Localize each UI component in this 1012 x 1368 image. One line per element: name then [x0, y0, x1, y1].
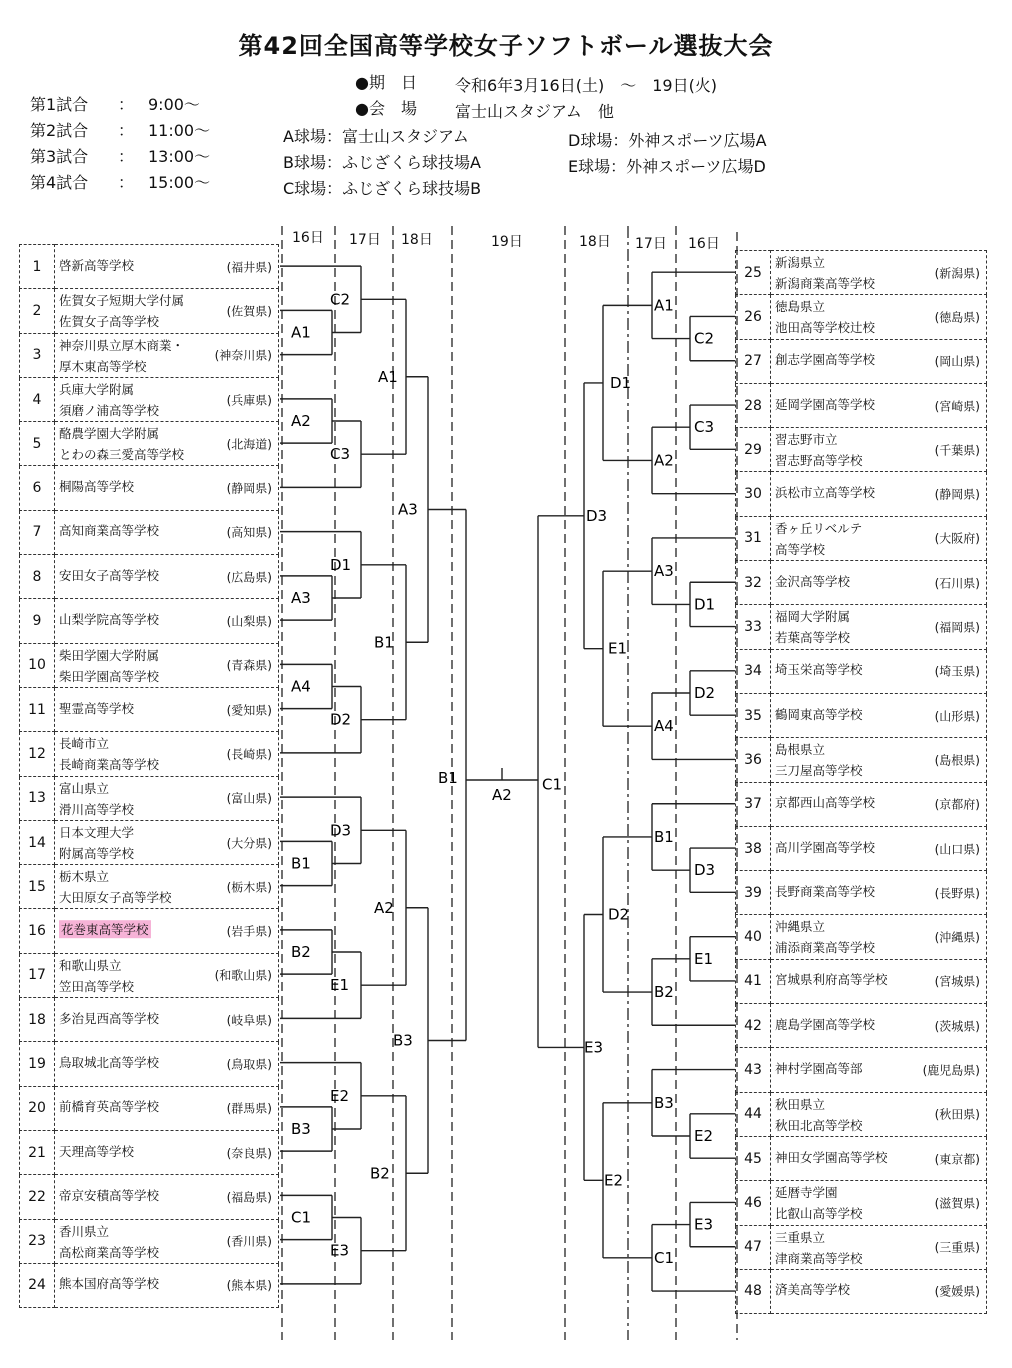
match-label: A4	[654, 717, 674, 736]
seed-number: 15	[20, 865, 55, 909]
seed-number: 29	[736, 428, 771, 472]
venue-label: ●会 場	[355, 99, 417, 118]
school-name-line1: 香川県立	[59, 1223, 110, 1239]
seed-number: 26	[736, 295, 771, 339]
school-name: 延岡学園高等学校	[775, 396, 876, 412]
day-label: 16日	[688, 236, 720, 252]
match-label: B3	[393, 1031, 413, 1050]
seed-number: 11	[20, 687, 55, 731]
school-name-line2: 附属高等学校	[59, 845, 135, 861]
seed-number: 45	[736, 1136, 771, 1180]
seed-number: 9	[20, 599, 55, 643]
field-e: E球場：外神スポーツ広場D	[568, 157, 766, 176]
venue-value: 富士山スタジアム 他	[455, 102, 614, 121]
seed-number: 23	[20, 1219, 55, 1263]
seed-number: 19	[20, 1042, 55, 1086]
schedule-label: 第1試合	[30, 95, 89, 114]
final-match-label: A2	[492, 786, 512, 804]
prefecture: (栃木県)	[226, 880, 272, 895]
seed-number: 5	[20, 422, 55, 466]
match-label: C2	[330, 290, 351, 309]
school-name-line1: 三重県立	[775, 1229, 826, 1245]
school-name: 金沢高等学校	[775, 573, 851, 589]
seed-number: 41	[736, 959, 771, 1003]
school-name-line2: 笠田高等学校	[59, 978, 135, 994]
prefecture: (奈良県)	[226, 1146, 272, 1161]
school-name-line2: 浦添商業高等学校	[775, 940, 876, 956]
match-label: D2	[330, 710, 352, 729]
day-label: 19日	[491, 234, 523, 250]
seed-number: 39	[736, 871, 771, 915]
match-label: E1	[694, 949, 714, 968]
match-label: A2	[654, 451, 674, 470]
day-label: 16日	[292, 230, 324, 246]
prefecture: (福島県)	[226, 1190, 272, 1205]
match-label: B1	[374, 633, 394, 652]
match-label: C1	[654, 1248, 675, 1267]
school-name-line2: 厚木東高等学校	[59, 358, 147, 374]
match-label: C3	[694, 418, 715, 437]
field-c: C球場：ふじざくら球技場B	[283, 179, 482, 198]
prefecture: (徳島県)	[934, 310, 980, 325]
prefecture: (愛知県)	[226, 703, 272, 718]
seed-number: 10	[20, 643, 55, 687]
seed-number: 38	[736, 826, 771, 870]
match-label: D3	[586, 506, 608, 525]
school-name-line2: 若葉高等学校	[775, 630, 851, 646]
school-name-line1: 酪農学園大学附属	[59, 426, 160, 442]
schedule-sep: ：	[118, 95, 135, 114]
school-name-line2: 長崎商業高等学校	[59, 757, 160, 773]
prefecture: (千葉県)	[934, 443, 980, 458]
school-name-line1: 秋田県立	[775, 1096, 826, 1112]
seed-number: 48	[736, 1269, 771, 1313]
prefecture: (青森県)	[226, 658, 272, 673]
seed-number: 4	[20, 377, 55, 421]
day-label: 17日	[635, 236, 667, 252]
prefecture: (島根県)	[934, 753, 980, 768]
school-name: 高知商業高等学校	[59, 523, 160, 539]
field-d: D球場：外神スポーツ広場A	[568, 131, 767, 150]
prefecture: (高知県)	[226, 525, 272, 540]
match-label: A1	[291, 323, 311, 342]
school-name-line1: 兵庫大学附属	[59, 381, 135, 397]
day-label: 17日	[349, 232, 381, 248]
seed-number: 28	[736, 383, 771, 427]
field-a: A球場：富士山スタジアム	[283, 127, 469, 146]
prefecture: (長崎県)	[226, 747, 272, 762]
school-name-line2: 比叡山高等学校	[775, 1206, 863, 1222]
school-name-line1: 佐賀女子短期大学付属	[59, 293, 185, 309]
prefecture: (大阪府)	[934, 531, 980, 546]
school-name-line1: 徳島県立	[775, 299, 826, 315]
page-title: 第42回全国高等学校女子ソフトボール選抜大会	[238, 32, 774, 60]
match-label: B3	[291, 1120, 311, 1138]
match-label: A2	[374, 898, 394, 917]
school-name-line2: 高松商業高等学校	[59, 1244, 160, 1260]
match-label: E2	[330, 1086, 350, 1105]
prefecture: (石川県)	[934, 576, 980, 591]
schedule-time: 13:00～	[148, 147, 211, 166]
school-name: 浜松市立高等学校	[775, 485, 876, 501]
prefecture: (鳥取県)	[226, 1057, 272, 1072]
seed-number: 20	[20, 1086, 55, 1130]
match-label: A1	[378, 367, 398, 386]
schedule-label: 第2試合	[30, 121, 89, 140]
match-label: A3	[654, 562, 674, 581]
school-name: 鹿島学園高等学校	[775, 1016, 876, 1032]
prefecture: (岩手県)	[226, 924, 272, 939]
school-name-line2: 佐賀女子高等学校	[59, 314, 160, 330]
match-label: C1	[542, 775, 563, 794]
school-name: 啓新高等学校	[59, 257, 135, 273]
school-name-line1: 新潟県立	[775, 255, 826, 270]
school-name: 鳥取城北高等学校	[59, 1055, 160, 1071]
match-label: E2	[604, 1171, 624, 1190]
school-name-line1: 長崎市立	[59, 736, 110, 752]
seed-number: 2	[20, 289, 55, 333]
school-name: 熊本国府高等学校	[59, 1276, 160, 1292]
prefecture: (東京都)	[934, 1152, 980, 1167]
period-label: ●期 日	[355, 73, 417, 92]
prefecture: (兵庫県)	[226, 393, 272, 408]
school-name: 聖霊高等学校	[59, 700, 135, 716]
school-name-line2: とわの森三愛高等学校	[59, 447, 185, 463]
prefecture: (岡山県)	[934, 354, 980, 369]
seed-number: 30	[736, 472, 771, 516]
prefecture: (秋田県)	[934, 1107, 980, 1122]
prefecture: (埼玉県)	[934, 664, 980, 679]
school-name-line2: 池田高等学校辻校	[775, 320, 876, 336]
prefecture: (群馬県)	[226, 1101, 272, 1116]
seed-number: 35	[736, 693, 771, 737]
seed-number: 32	[736, 561, 771, 605]
seed-number: 21	[20, 1130, 55, 1174]
prefecture: (広島県)	[226, 570, 272, 585]
school-name-line2: 大田原女子高等学校	[59, 890, 172, 906]
school-name-line2: 須磨ノ浦高等学校	[59, 402, 160, 418]
school-name: 神村学園高等部	[775, 1061, 863, 1077]
day-label: 18日	[401, 232, 433, 248]
school-name: 前橋育英高等学校	[59, 1099, 160, 1115]
prefecture: (熊本県)	[226, 1278, 272, 1293]
prefecture: (宮崎県)	[934, 399, 980, 414]
school-name: 京都西山高等学校	[775, 795, 876, 811]
school-name: 創志学園高等学校	[775, 352, 876, 368]
match-label: D2	[694, 684, 716, 702]
match-label: E3	[330, 1241, 350, 1260]
school-name: 多治見西高等学校	[59, 1010, 160, 1026]
prefecture: (茨城県)	[934, 1019, 980, 1034]
school-name: 桐陽高等学校	[59, 479, 135, 495]
school-name: 山梨学院高等学校	[59, 612, 160, 628]
prefecture: (和歌山県)	[214, 968, 272, 983]
match-label: C1	[291, 1208, 312, 1227]
seed-number: 3	[20, 333, 55, 377]
seed-number: 25	[736, 251, 771, 295]
seed-number: 24	[20, 1263, 55, 1307]
match-label: B2	[370, 1164, 390, 1183]
match-label: A4	[291, 677, 311, 696]
match-label: A2	[291, 412, 311, 430]
schedule-sep: ：	[118, 121, 135, 140]
match-label: E3	[584, 1038, 604, 1057]
seed-number: 13	[20, 776, 55, 820]
school-name-line2: 柴田学園高等学校	[59, 668, 160, 684]
schedule-time: 15:00～	[148, 173, 211, 192]
schedule-time: 9:00～	[148, 95, 200, 114]
highlighted-school-name: 花巻東高等学校	[61, 922, 149, 938]
prefecture: (香川県)	[226, 1234, 272, 1249]
match-label: C3	[330, 445, 351, 464]
school-name: 済美高等学校	[775, 1282, 851, 1298]
seed-number: 33	[736, 605, 771, 649]
prefecture: (静岡県)	[934, 487, 980, 502]
seed-number: 12	[20, 732, 55, 776]
seed-number: 14	[20, 820, 55, 864]
seed-number: 17	[20, 953, 55, 997]
school-name-line2: 秋田北高等学校	[775, 1117, 863, 1133]
school-name-line1: 香ヶ丘リベルテ	[775, 520, 863, 536]
prefecture: (北海道)	[226, 437, 272, 452]
prefecture: (長野県)	[934, 886, 980, 901]
period-value: 令和6年3月16日(土) ～ 19日(火)	[455, 76, 718, 95]
school-name-line1: 神奈川県立厚木商業・	[59, 337, 185, 353]
seed-number: 7	[20, 510, 55, 554]
match-label: A3	[291, 589, 311, 607]
prefecture: (滋賀県)	[934, 1196, 980, 1211]
match-label: B2	[654, 983, 674, 1002]
school-name-line2: 習志野高等学校	[775, 453, 863, 469]
prefecture: (三重県)	[934, 1240, 980, 1255]
school-name-line1: 日本文理大学	[59, 824, 135, 840]
match-label: E2	[694, 1127, 714, 1145]
schedule-time: 11:00～	[148, 121, 211, 140]
seed-number: 42	[736, 1004, 771, 1048]
seed-number: 31	[736, 516, 771, 560]
prefecture: (岐阜県)	[226, 1013, 272, 1028]
prefecture: (愛媛県)	[934, 1284, 980, 1299]
school-name-line1: 柴田学園大学附属	[59, 647, 160, 663]
match-label: D2	[608, 905, 630, 924]
seed-number: 27	[736, 339, 771, 383]
seed-number: 1	[20, 245, 55, 289]
prefecture: (静岡県)	[226, 481, 272, 496]
school-name-line1: 栃木県立	[59, 869, 110, 885]
school-name-line2: 新潟商業高等学校	[775, 276, 876, 291]
school-name: 安田女子高等学校	[59, 567, 160, 583]
school-name-line1: 富山県立	[59, 780, 110, 796]
school-name-line1: 延暦寺学園	[775, 1185, 838, 1201]
school-name-line1: 習志野市立	[775, 432, 838, 448]
match-label: B1	[654, 827, 674, 846]
school-name: 鶴岡東高等学校	[775, 706, 863, 722]
match-label: D3	[694, 861, 716, 880]
seed-number: 6	[20, 466, 55, 510]
seed-number: 34	[736, 649, 771, 693]
prefecture: (山口県)	[934, 842, 980, 856]
schedule-sep: ：	[118, 173, 135, 192]
prefecture: (京都府)	[934, 797, 980, 812]
match-label: E3	[694, 1215, 714, 1234]
seed-number: 47	[736, 1225, 771, 1269]
prefecture: (大分県)	[226, 836, 272, 850]
seed-number: 22	[20, 1175, 55, 1219]
prefecture: (福岡県)	[934, 620, 980, 635]
school-name-line1: 島根県立	[775, 742, 826, 758]
match-label: E1	[608, 639, 628, 658]
match-label: B3	[654, 1093, 674, 1112]
prefecture: (沖縄県)	[934, 930, 980, 945]
seed-number: 40	[736, 915, 771, 959]
seed-number: 16	[20, 909, 55, 953]
prefecture: (新潟県)	[934, 266, 980, 281]
match-label: D1	[330, 555, 352, 574]
day-label: 18日	[579, 234, 611, 250]
prefecture: (鹿児島県)	[922, 1063, 980, 1078]
seed-number: 8	[20, 555, 55, 599]
school-name-line2: 三刀屋高等学校	[775, 763, 863, 779]
prefecture: (福井県)	[226, 260, 272, 275]
school-name: 高川学園高等学校	[775, 839, 876, 855]
prefecture: (富山県)	[226, 791, 272, 806]
schedule-sep: ：	[118, 147, 135, 166]
prefecture: (神奈川県)	[214, 348, 272, 363]
seed-number: 18	[20, 998, 55, 1042]
match-label: B2	[291, 943, 311, 961]
prefecture: (佐賀県)	[226, 304, 272, 319]
school-name: 天理高等学校	[59, 1143, 135, 1159]
seed-number: 46	[736, 1181, 771, 1225]
match-label: A3	[398, 500, 418, 519]
match-label: D1	[694, 595, 716, 614]
seed-number: 37	[736, 782, 771, 826]
school-name-line2: 高等学校	[775, 541, 826, 557]
prefecture: (山形県)	[934, 709, 980, 724]
seed-number: 43	[736, 1048, 771, 1092]
school-name-line1: 福岡大学附属	[775, 609, 851, 625]
schedule-label: 第4試合	[30, 173, 89, 192]
schedule-label: 第3試合	[30, 147, 89, 166]
school-name-line1: 和歌山県立	[59, 957, 122, 973]
match-label: E1	[330, 976, 350, 995]
match-label: B1	[438, 769, 458, 787]
school-name-line2: 津商業高等学校	[775, 1250, 863, 1266]
match-label: D1	[610, 373, 632, 392]
match-label: B1	[291, 854, 311, 873]
school-name: 埼玉栄高等学校	[775, 662, 863, 678]
match-label: C2	[694, 329, 715, 348]
seed-number: 44	[736, 1092, 771, 1136]
school-name-line1: 沖縄県立	[775, 919, 826, 935]
field-b: B球場：ふじざくら球技場A	[283, 153, 481, 172]
match-label: A1	[654, 296, 674, 315]
prefecture: (山梨県)	[226, 614, 272, 629]
seed-number: 36	[736, 738, 771, 782]
school-name-line2: 滑川高等学校	[59, 801, 135, 817]
school-name: 神田女学園高等学校	[775, 1149, 888, 1165]
school-name: 長野商業高等学校	[775, 883, 876, 899]
match-label: D3	[330, 821, 352, 840]
school-name: 帝京安積高等学校	[59, 1188, 160, 1204]
prefecture: (宮城県)	[934, 974, 980, 989]
school-name: 宮城県利府高等学校	[775, 972, 888, 988]
